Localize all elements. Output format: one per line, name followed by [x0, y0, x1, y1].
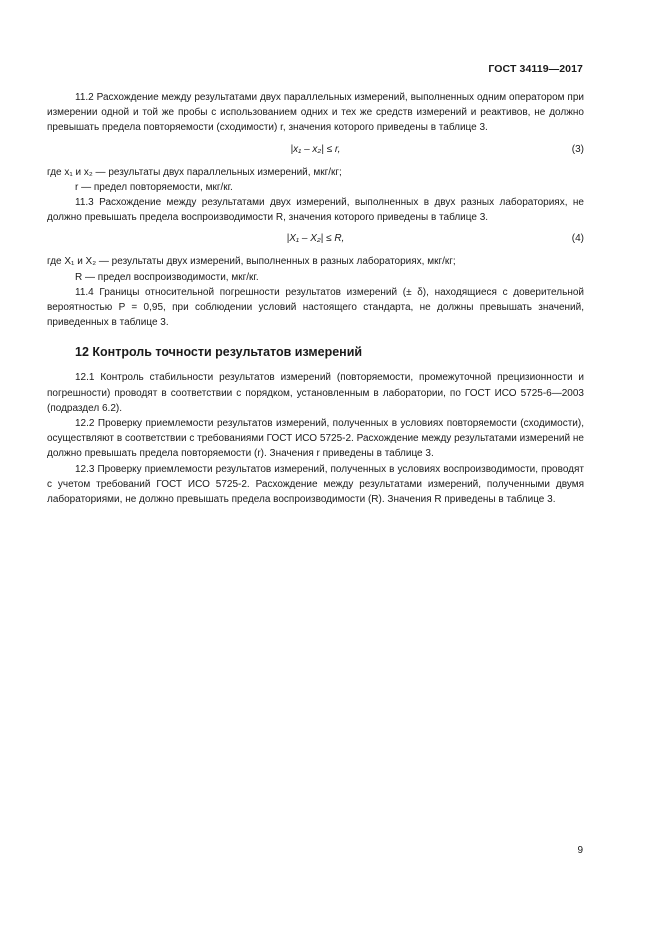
section-12-heading: 12 Контроль точности результатов измерений — [75, 345, 363, 360]
formula-3-where-x: где x₁ и x₂ — результаты двух параллельных измерений, мкг/кг; — [47, 166, 342, 178]
formula-3-where-r: r — предел повторяемости, мкг/кг. — [75, 181, 233, 193]
formula-4-expression: |X₁ – X₂| ≤ R, — [286, 233, 345, 245]
paragraph-11-2: 11.2 Расхождение между результатами двух параллельных измерений, выполненных одним оператором при измерении одной и той же пробы с использованием одних и тех же средств измерений и реактивов, не должно превышать предела повторяемости (сходимости) r, значения которого приведены в таблице 3. — [47, 92, 584, 134]
paragraph-12-2: 12.2 Проверку приемлемости результатов измерений, полученных в условиях повторяемости (сходимости), осуществляют в соответствии с требованиями ГОСТ ИСО 5725-2. Расхождение между результатами измерений не должно превышать предела повторяемости (r). Значения r приведены в таблице 3. — [47, 418, 584, 460]
page-number: 9 — [577, 845, 583, 856]
document-body — [47, 90, 584, 507]
document-header: ГОСТ 34119—2017 — [488, 63, 583, 75]
paragraph-12-1: 12.1 Контроль стабильности результатов измерений (повторяемости, промежуточной прецизионности и погрешности) проводят в соответствии с порядком, установленным в лаборатории, по ГОСТ ИСО 5725-6—2003 (подраздел 6.2). — [47, 372, 584, 414]
formula-3 — [47, 142, 584, 157]
formula-3-number: (3) — [571, 143, 584, 155]
formula-3-expression: |x₁ – x₂| ≤ r, — [290, 143, 341, 155]
formula-4 — [47, 231, 584, 246]
paragraph-12-3: 12.3 Проверку приемлемости результатов измерений, полученных в условиях воспроизводимости, проводят с учетом требований ГОСТ ИСО 5725-2. Расхождение между результатами измерений, полученными двумя лабораториями, не должно превышать предела воспроизводимости (R). Значения R приведены в таблице 3. — [47, 463, 584, 506]
formula-4-where-r: R — предел воспроизводимости, мкг/кг. — [75, 271, 259, 283]
formula-4-where-x: где X₁ и X₂ — результаты двух измерений, выполненных в разных лабораториях, мкг/кг; — [47, 256, 456, 268]
paragraph-11-4: 11.4 Границы относительной погрешности результатов измерений (± δ), находящиеся с доверительной вероятностью P = 0,95, при соблюдении условий настоящего стандарта, не должны превышать значений, приведенных в таблице 3. — [47, 286, 584, 329]
paragraph-11-3: 11.3 Расхождение между результатами двух измерений, выполненных в двух разных лабораториях, не должно превышать предела воспроизводимости R, значения которого приведены в таблице 3. — [47, 197, 584, 224]
formula-4-number: (4) — [571, 233, 584, 245]
